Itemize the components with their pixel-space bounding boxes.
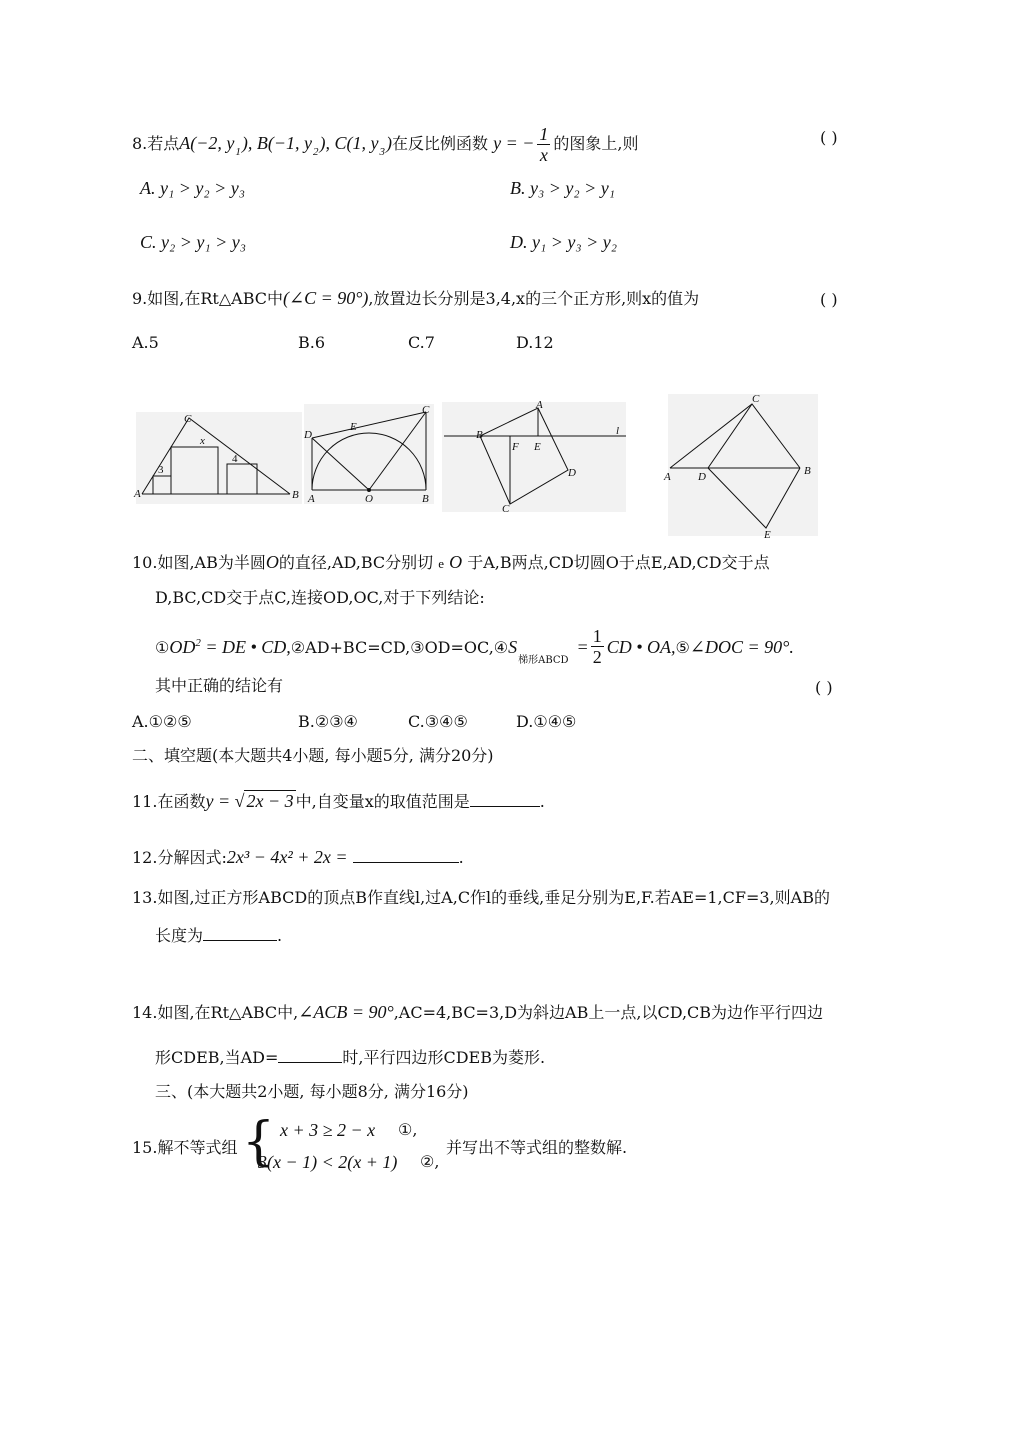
figure-3 (440, 398, 628, 516)
q12-a: 12.分解因式: (132, 848, 227, 867)
q12 (132, 846, 464, 868)
figure-4 (660, 390, 820, 540)
q14-line2 (155, 1046, 545, 1068)
q10-option-c: C.③④⑤ (408, 712, 468, 731)
q10-c4-s: S (508, 637, 518, 657)
fig3-label-l: l (616, 425, 620, 437)
q10-c4-tail: CD • OA, (606, 637, 676, 657)
section-3-heading: 三、(本大题共2小题, 每小题8分, 满分16分) (155, 1082, 469, 1101)
q10-option-a: A.①②⑤ (132, 712, 192, 731)
q9-answer-paren: ( ) (820, 290, 838, 309)
q10-circle-symbol: e (438, 556, 445, 571)
q10-c4-fraction: $\frac{1}{2}$ (592, 626, 602, 667)
fig4-label-c: C (752, 393, 760, 405)
fig2-label-b: B (422, 493, 429, 505)
q9-option-d: D.12 (516, 333, 554, 352)
q12-answer-blank[interactable] (353, 846, 459, 863)
q10-c5-mark: ⑤ (675, 638, 690, 657)
q8-suffix: 的图象上,则 (553, 134, 639, 153)
q8-func: y = − (493, 133, 535, 153)
q13-line1: 13.如图,过正方形ABCD的顶点B作直线l,过A,C作l的垂线,垂足分别为E,F.若AE=1,CF=3,则AB的 (132, 888, 830, 907)
q14-a: 14.如图,在Rt△ABC中, (132, 1003, 299, 1022)
q10-line2: D,BC,CD交于点C,连接OD,OC,对于下列结论: (155, 588, 485, 607)
q13-answer-blank[interactable] (203, 924, 277, 941)
fig4-label-d: D (698, 471, 706, 483)
q13-line2-b: . (277, 926, 283, 945)
q15-a: 15.解不等式组 (132, 1138, 238, 1157)
q10-c4-eq: = (577, 637, 588, 657)
fig3-label-d: D (568, 467, 576, 479)
q14-line2-b: 时,平行四边形CDEB为菱形. (342, 1048, 546, 1067)
q10-circle-o2: O (449, 552, 463, 572)
q9-option-c: C.7 (408, 333, 435, 352)
figure-1 (132, 410, 304, 508)
fig4-label-b: B (804, 465, 811, 477)
fig3-label-b: B (476, 429, 483, 441)
q10-line4: 其中正确的结论有 (155, 676, 284, 695)
q9-option-b: B.6 (298, 333, 326, 352)
fig1-label-c: C (184, 413, 192, 425)
q9-stem-a: 9.如图,在Rt△ABC中 (132, 289, 283, 308)
q15-brace: { (242, 1112, 276, 1172)
q10-answer-paren: ( ) (815, 678, 833, 697)
section-2-heading: 二、填空题(本大题共4小题, 每小题5分, 满分20分) (132, 746, 494, 765)
q10-c1-math: $OD^2$ = DE • CD, (169, 637, 291, 657)
q10-line1-b: 的直径,AD,BC分别切 (278, 553, 434, 572)
q8-option-b: B. y₃ > y₂ > y₁ (510, 178, 616, 198)
q10-line1-a: 10.如图,AB为半圆 (132, 553, 266, 572)
q8-fraction: $\frac{1}{x}$ (539, 124, 549, 165)
fig2-label-o: O (365, 493, 373, 505)
q10-option-d: D.①④⑤ (516, 712, 577, 731)
q11-radical: √ 2x − 3 (234, 791, 294, 811)
q9-stem-b: ,放置边长分别是3,4,x的三个正方形,则x的值为 (368, 289, 700, 308)
q15-mark1: ①, (398, 1120, 418, 1139)
q11-a: 11.在函数 (132, 792, 206, 811)
q8-answer-paren: ( ) (820, 128, 838, 147)
q8-stem (132, 124, 639, 165)
q15-ineq1: x + 3 ≥ 2 − x (280, 1120, 376, 1140)
fig3-label-f: F (512, 441, 519, 453)
q14-b: ,AC=4,BC=3,D为斜边AB上一点,以CD,CB为边作平行四边 (393, 1003, 824, 1022)
fig3-label-a: A (536, 399, 543, 411)
fig1-label-4: 4 (232, 453, 238, 465)
q12-c: . (458, 848, 464, 867)
q10-circle-o: O (265, 552, 279, 572)
q14-line2-a: 形CDEB,当AD= (155, 1048, 279, 1067)
q10-option-b: B.②③④ (298, 712, 358, 731)
q12-expr: 2x³ − 4x² + 2x = (226, 847, 348, 867)
q10-conclusions (155, 628, 794, 669)
q9-stem (132, 288, 699, 309)
figure-2 (300, 400, 438, 508)
fig2-label-a: A (308, 493, 315, 505)
fig4-label-a: A (664, 471, 671, 483)
q14-angle: ∠ACB = 90° (298, 1002, 394, 1022)
q8-option-a: A. y₁ > y₂ > y₃ (140, 178, 246, 198)
q15-b: 并写出不等式组的整数解. (446, 1138, 628, 1157)
fig4-label-e: E (764, 529, 771, 540)
q14-answer-blank[interactable] (278, 1046, 342, 1063)
q11 (132, 790, 545, 812)
q10-line1 (132, 552, 770, 574)
q11-func: y = (205, 791, 235, 811)
fig2-label-e: E (350, 421, 357, 433)
q9-option-a: A.5 (132, 333, 159, 352)
fig2-label-c: C (422, 404, 430, 416)
fig2-label-d: D (304, 429, 312, 441)
q15-mark2: ②, (420, 1152, 440, 1171)
q10-c5-math: ∠DOC = 90°. (689, 637, 794, 657)
fig1-label-a: A (134, 488, 141, 500)
q8-option-d: D. y₁ > y₃ > y₂ (510, 232, 618, 252)
q11-answer-blank[interactable] (470, 790, 540, 807)
q13-line2 (155, 924, 282, 946)
q11-b: 中,自变量x的取值范围是 (295, 792, 470, 811)
q9-angle: (∠C = 90°) (283, 288, 369, 308)
fig3-label-c: C (502, 503, 510, 515)
q8-prefix: 8.若点 (132, 134, 180, 153)
q10-c4-sub: 梯形ABCD (518, 655, 569, 666)
q10-c1-mark: ① (155, 638, 170, 657)
q8-mid: 在反比例函数 (392, 134, 489, 153)
q11-c: . (539, 792, 545, 811)
q10-line1-c: 于A,B两点,CD切圆O于点E,AD,CD交于点 (467, 553, 770, 572)
fig1-label-b: B (292, 489, 299, 501)
fig1-label-x: x (200, 435, 205, 447)
fig3-label-e: E (534, 441, 541, 453)
q14-line1 (132, 1002, 823, 1023)
fig1-label-3: 3 (158, 464, 164, 476)
q10-c2-c3: ②AD+BC=CD,③OD=OC,④ (290, 638, 509, 657)
q8-points: A(−2, $y_1$), B(−1, $y_2$), C(1, $y_3$) (179, 133, 393, 158)
q13-line2-a: 长度为 (155, 926, 204, 945)
q15-ineq2: 3(x − 1) < 2(x + 1) (258, 1152, 398, 1172)
q8-option-c: C. y₂ > y₁ > y₃ (140, 232, 247, 252)
